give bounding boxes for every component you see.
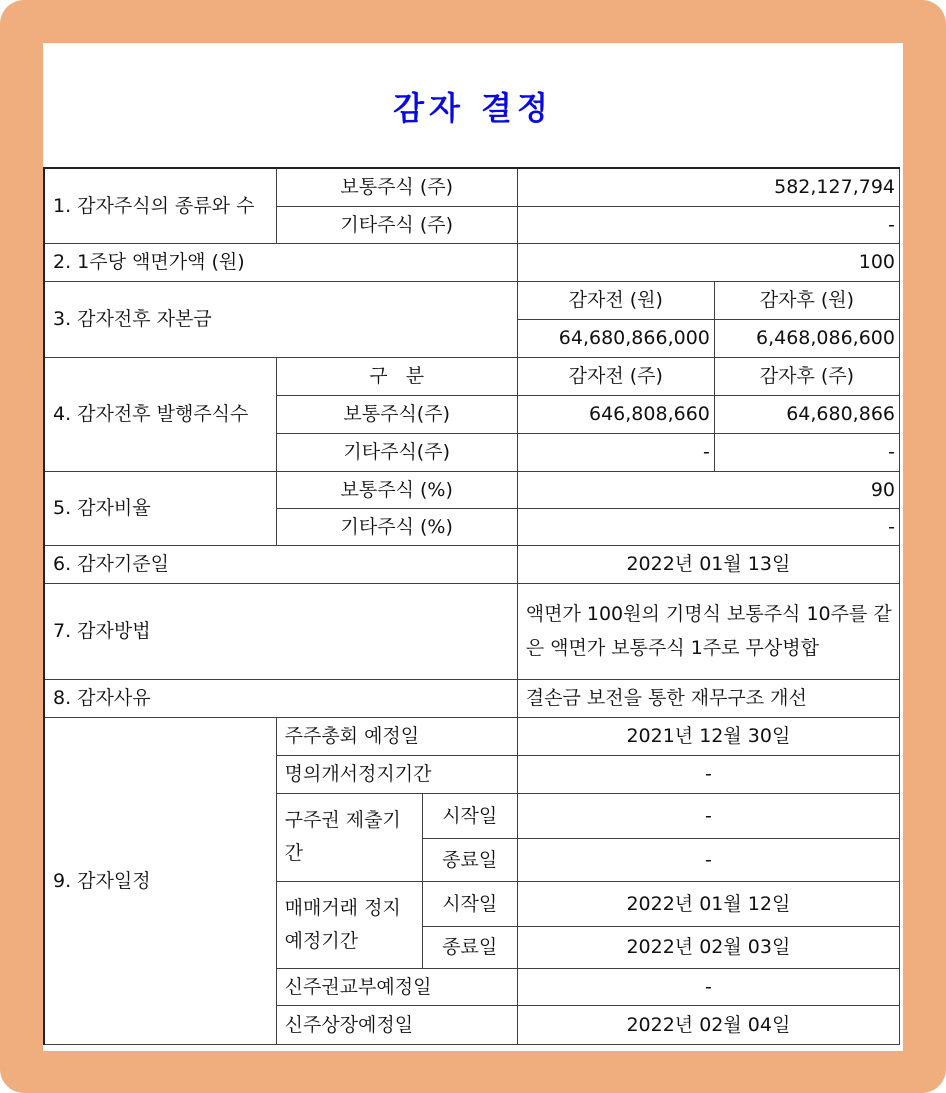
row-label: 1. 감자주식의 종류와 수 [44, 168, 276, 243]
sub-label: 명의개서정지기간 [276, 755, 517, 793]
value-cell: 64,680,866 [714, 395, 899, 433]
table-row [44, 168, 900, 206]
table-row [44, 717, 900, 755]
sub-label: 시작일 [422, 793, 517, 838]
sub-label: 신주상장예정일 [276, 1005, 517, 1044]
value-cell: 6,468,086,600 [714, 319, 899, 357]
value-cell: 90 [517, 471, 899, 508]
table-row [44, 583, 900, 679]
value-cell: 64,680,866,000 [517, 319, 714, 357]
value-cell: - [517, 838, 899, 881]
value-cell: 646,808,660 [517, 395, 714, 433]
table-row [44, 281, 900, 319]
value-cell: 582,127,794 [517, 168, 899, 206]
header-cell: 감자전 (원) [517, 281, 714, 319]
sub-label: 시작일 [422, 881, 517, 926]
sub-label: 보통주식(주) [276, 395, 517, 433]
header-cell: 구 분 [276, 357, 517, 395]
value-cell: - [517, 968, 899, 1005]
value-cell: 2022년 01월 12일 [517, 881, 899, 926]
row-label: 3. 감자전후 자본금 [44, 281, 517, 357]
sub-label: 종료일 [422, 838, 517, 881]
value-cell: - [517, 755, 899, 793]
value-cell: 2022년 02월 04일 [517, 1005, 899, 1044]
table-row [44, 243, 900, 281]
header-cell: 감자후 (주) [714, 357, 899, 395]
sub-label: 기타주식 (%) [276, 508, 517, 545]
value-cell: - [517, 793, 899, 838]
value-cell: 100 [517, 243, 899, 281]
sub-label: 구주권 제출기간 [276, 793, 422, 881]
value-cell: 결손금 보전을 통한 재무구조 개선 [517, 679, 899, 717]
sub-label: 주주총회 예정일 [276, 717, 517, 755]
row-label: 4. 감자전후 발행주식수 [44, 357, 276, 471]
value-cell: 액면가 100원의 기명식 보통주식 10주를 같은 액면가 보통주식 1주로 무상병합 [517, 583, 899, 679]
sub-label: 종료일 [422, 926, 517, 968]
sub-label: 보통주식 (%) [276, 471, 517, 508]
sub-label: 신주권교부예정일 [276, 968, 517, 1005]
table-row [44, 471, 900, 508]
header-cell: 감자전 (주) [517, 357, 714, 395]
value-cell: 2022년 02월 03일 [517, 926, 899, 968]
row-label: 6. 감자기준일 [44, 545, 517, 583]
value-cell: - [517, 206, 899, 243]
document-sheet [43, 43, 903, 1051]
value-cell: - [714, 433, 899, 471]
sub-label: 보통주식 (주) [276, 168, 517, 206]
sub-label: 기타주식(주) [276, 433, 517, 471]
row-label: 5. 감자비율 [44, 471, 276, 545]
row-label: 9. 감자일정 [44, 717, 276, 1044]
header-cell: 감자후 (원) [714, 281, 899, 319]
value-cell: 2021년 12월 30일 [517, 717, 899, 755]
sub-label: 기타주식 (주) [276, 206, 517, 243]
row-label: 8. 감자사유 [44, 679, 517, 717]
value-cell: - [517, 508, 899, 545]
table-row [44, 357, 900, 395]
row-label: 2. 1주당 액면가액 (원) [44, 243, 517, 281]
value-cell: - [517, 433, 714, 471]
page-title: 감자 결정 [393, 89, 553, 127]
table-row [44, 679, 900, 717]
capital-reduction-table [43, 167, 900, 1045]
row-label: 7. 감자방법 [44, 583, 517, 679]
table-row [44, 545, 900, 583]
sub-label: 매매거래 정지예정기간 [276, 881, 422, 968]
value-cell: 2022년 01월 13일 [517, 545, 899, 583]
